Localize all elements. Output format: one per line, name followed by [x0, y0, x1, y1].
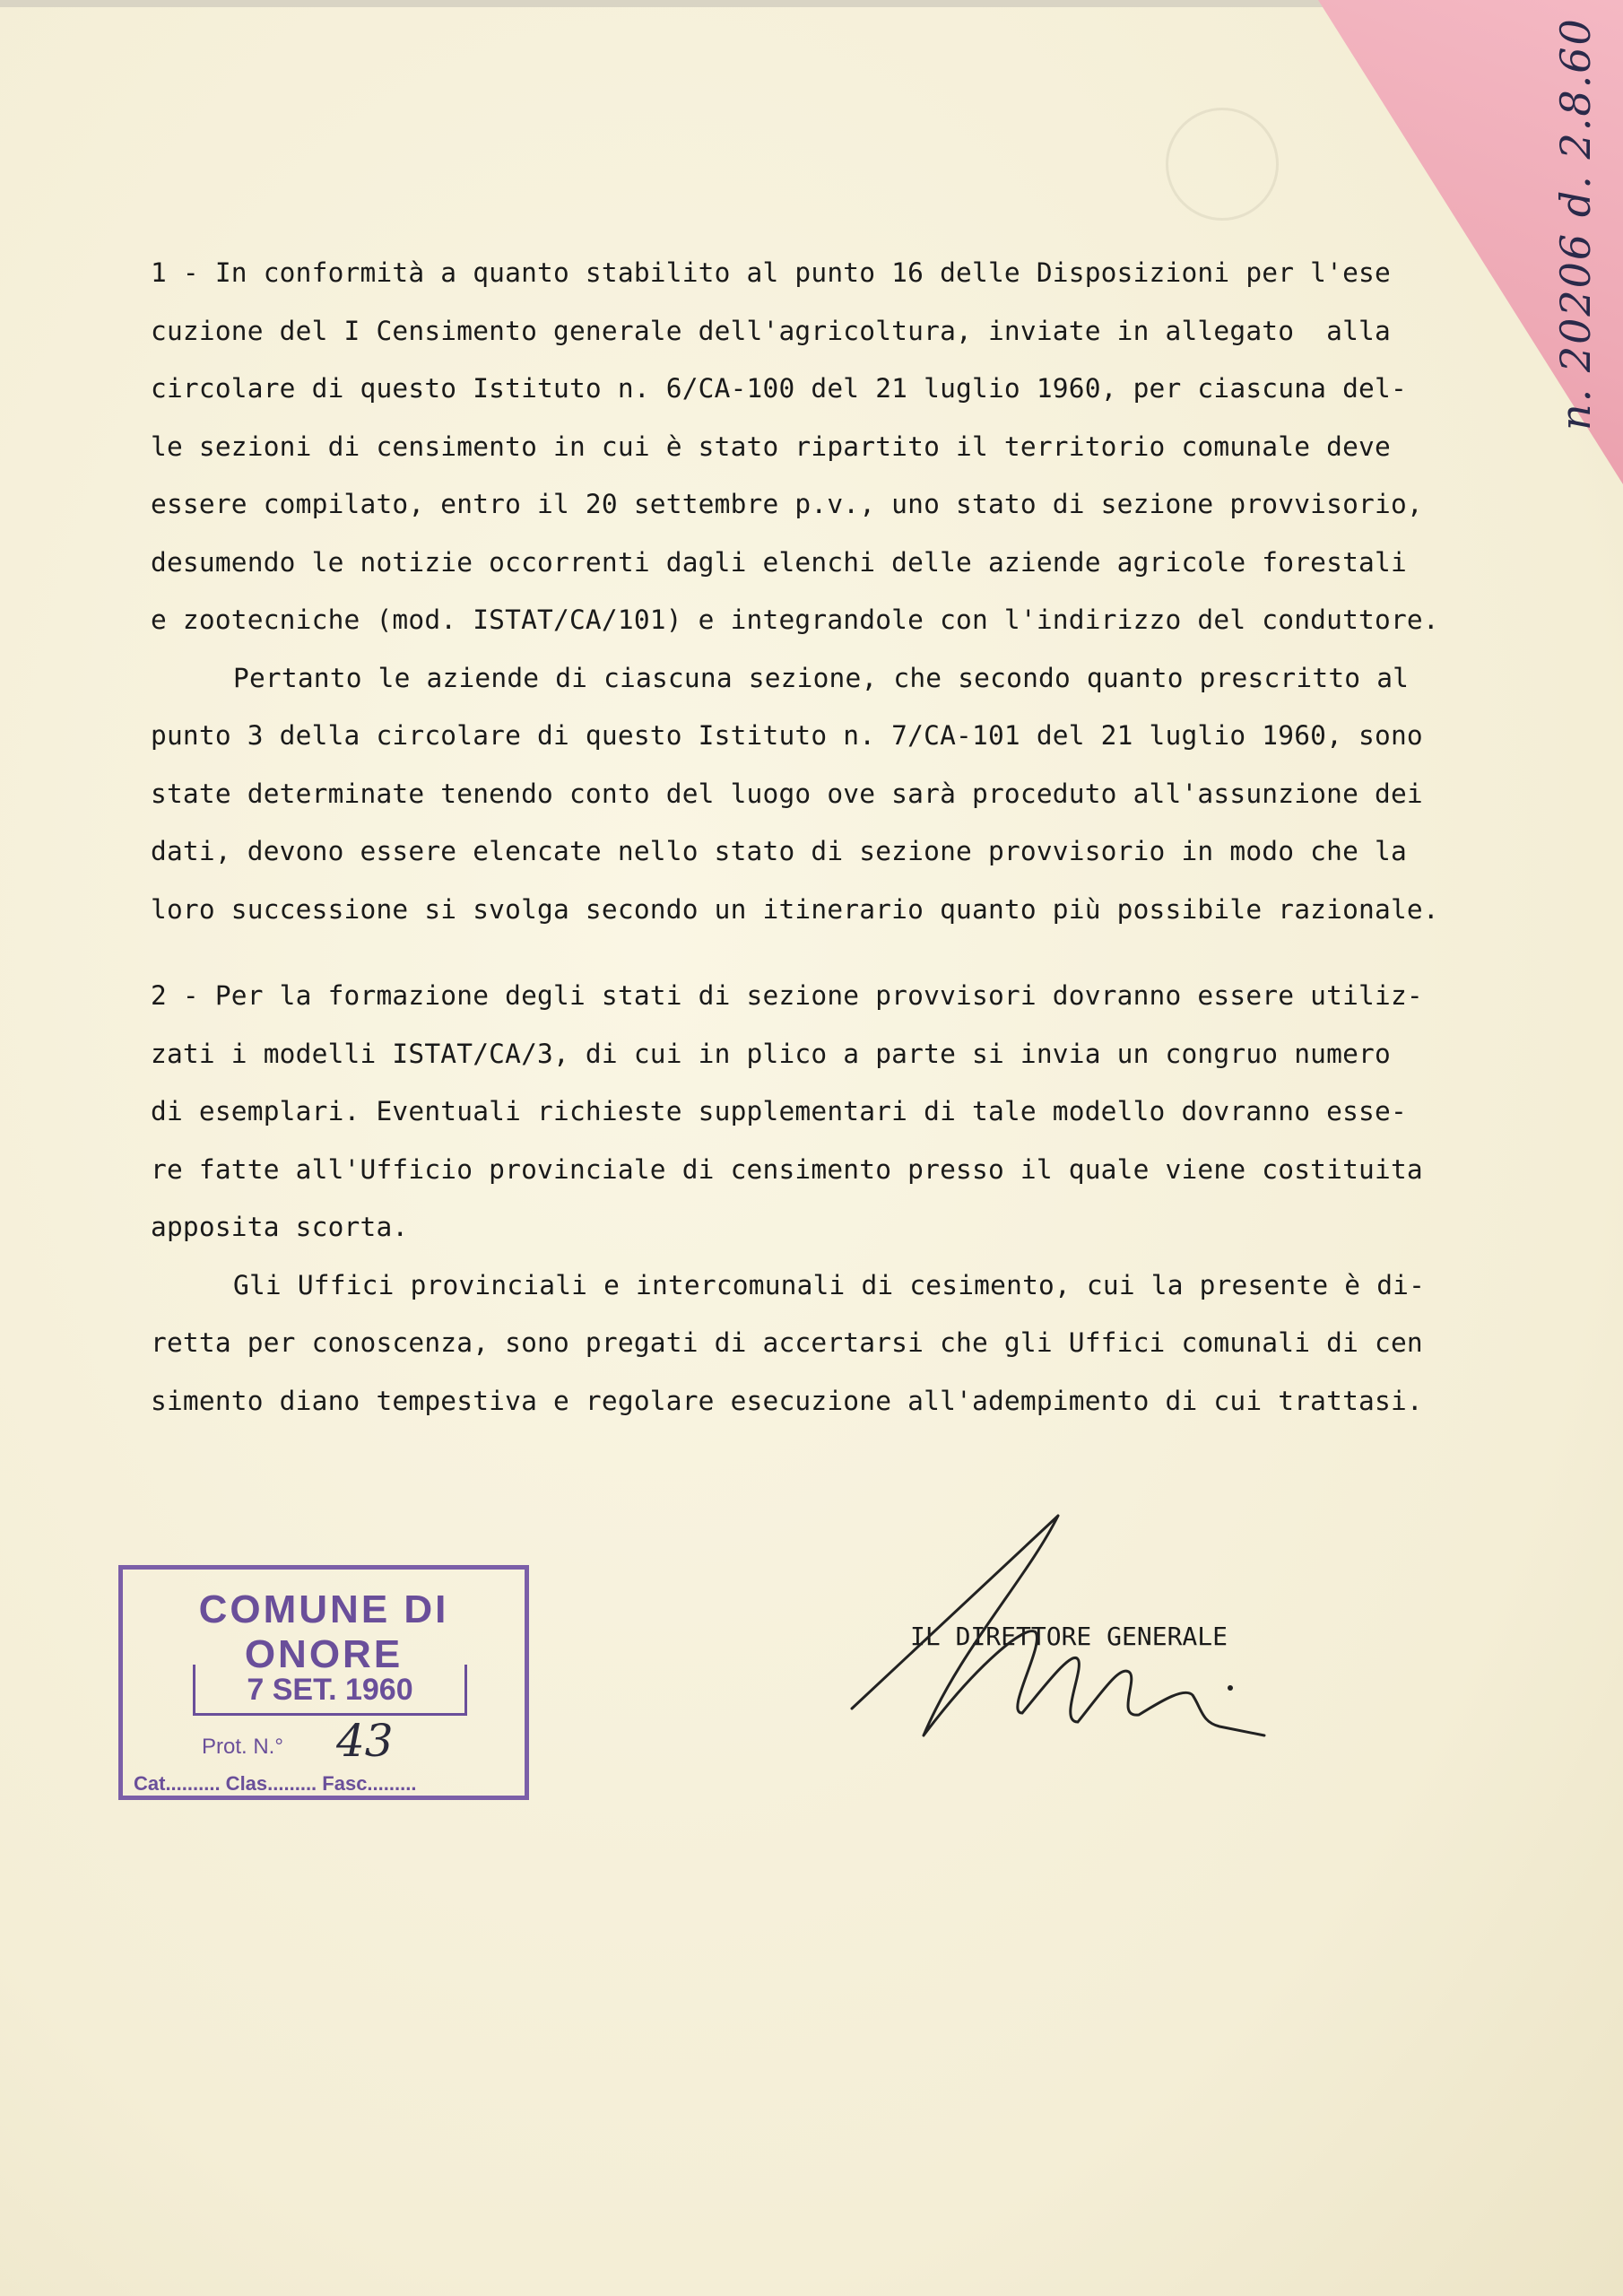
- text-line: desumendo le notizie occorrenti dagli elenchi delle aziende agricole forestali: [151, 546, 1407, 578]
- text-line: Gli Uffici provinciali e intercomunali di cesimento, cui la presente è di-: [233, 1269, 1426, 1300]
- handwritten-signature: [843, 1507, 1273, 1758]
- text-line: apposita scorta.: [151, 1212, 409, 1242]
- text-line: dati, devono essere elencate nello stato di sezione provvisorio in modo che la: [151, 836, 1407, 866]
- stamp-classification-line: Cat.......... Clas......... Fasc.........: [134, 1772, 417, 1795]
- letter-body: [151, 244, 1523, 1430]
- text-line: essere compilato, entro il 20 settembre p.v., uno stato di sezione provvisorio,: [151, 489, 1423, 519]
- stamp-prot-number: 43: [336, 1715, 394, 1767]
- protocol-stamp: [118, 1565, 529, 1800]
- paragraph-3: [151, 967, 1523, 1257]
- text-line: punto 3 della circolare di questo Istituto n. 7/CA-101 del 21 luglio 1960, sono: [151, 720, 1423, 751]
- corner-handwritten-note: n. 20206 d. 2.8.60: [1551, 17, 1600, 430]
- text-line: 1 - In conformità a quanto stabilito al punto 16 delle Disposizioni per l'ese: [151, 257, 1391, 288]
- text-line: re fatte all'Ufficio provinciale di censimento presso il quale viene costituita: [151, 1153, 1423, 1185]
- text-line: simento diano tempestiva e regolare esecuzione all'adempimento di cui trattasi.: [151, 1385, 1423, 1416]
- text-line: 2 - Per la formazione degli stati di sezione provvisori dovranno essere utiliz-: [151, 980, 1423, 1011]
- text-line: loro successione si svolga secondo un itinerario quanto più possibile razionale.: [151, 893, 1439, 925]
- signatory-title: IL DIRETTORE GENERALE: [910, 1622, 1228, 1651]
- text-line: retta per conoscenza, sono pregati di accertarsi che gli Uffici comunali di cen: [151, 1327, 1423, 1358]
- text-line: zati i modelli ISTAT/CA/3, di cui in plico a parte si invia un congruo numero: [151, 1038, 1391, 1069]
- paragraph-4: [151, 1257, 1523, 1431]
- stamp-date: 7 SET. 1960: [193, 1665, 467, 1715]
- text-line: circolare di questo Istituto n. 6/CA-100 del 21 luglio 1960, per ciascuna del-: [151, 373, 1407, 404]
- text-line: Pertanto le aziende di ciascuna sezione, che secondo quanto prescritto al: [233, 662, 1410, 693]
- paragraph-2: [151, 649, 1523, 939]
- text-line: cuzione del I Censimento generale dell'agricoltura, inviate in allegato alla: [151, 315, 1391, 346]
- faint-seal-mark: [1166, 108, 1279, 221]
- text-line: e zootecniche (mod. ISTAT/CA/101) e integrandole con l'indirizzo del conduttore.: [151, 604, 1439, 635]
- text-line: state determinate tenendo conto del luogo ove sarà proceduto all'assunzione dei: [151, 778, 1423, 809]
- stamp-divider: [193, 1713, 467, 1716]
- text-line: le sezioni di censimento in cui è stato ripartito il territorio comunale deve: [151, 430, 1391, 462]
- stamp-prot-label: Prot. N.°: [202, 1735, 283, 1759]
- stamp-title: COMUNE DI ONORE: [198, 1587, 449, 1676]
- text-line: di esemplari. Eventuali richieste supplementari di tale modello dovranno esse-: [151, 1096, 1407, 1126]
- paragraph-1: [151, 244, 1523, 649]
